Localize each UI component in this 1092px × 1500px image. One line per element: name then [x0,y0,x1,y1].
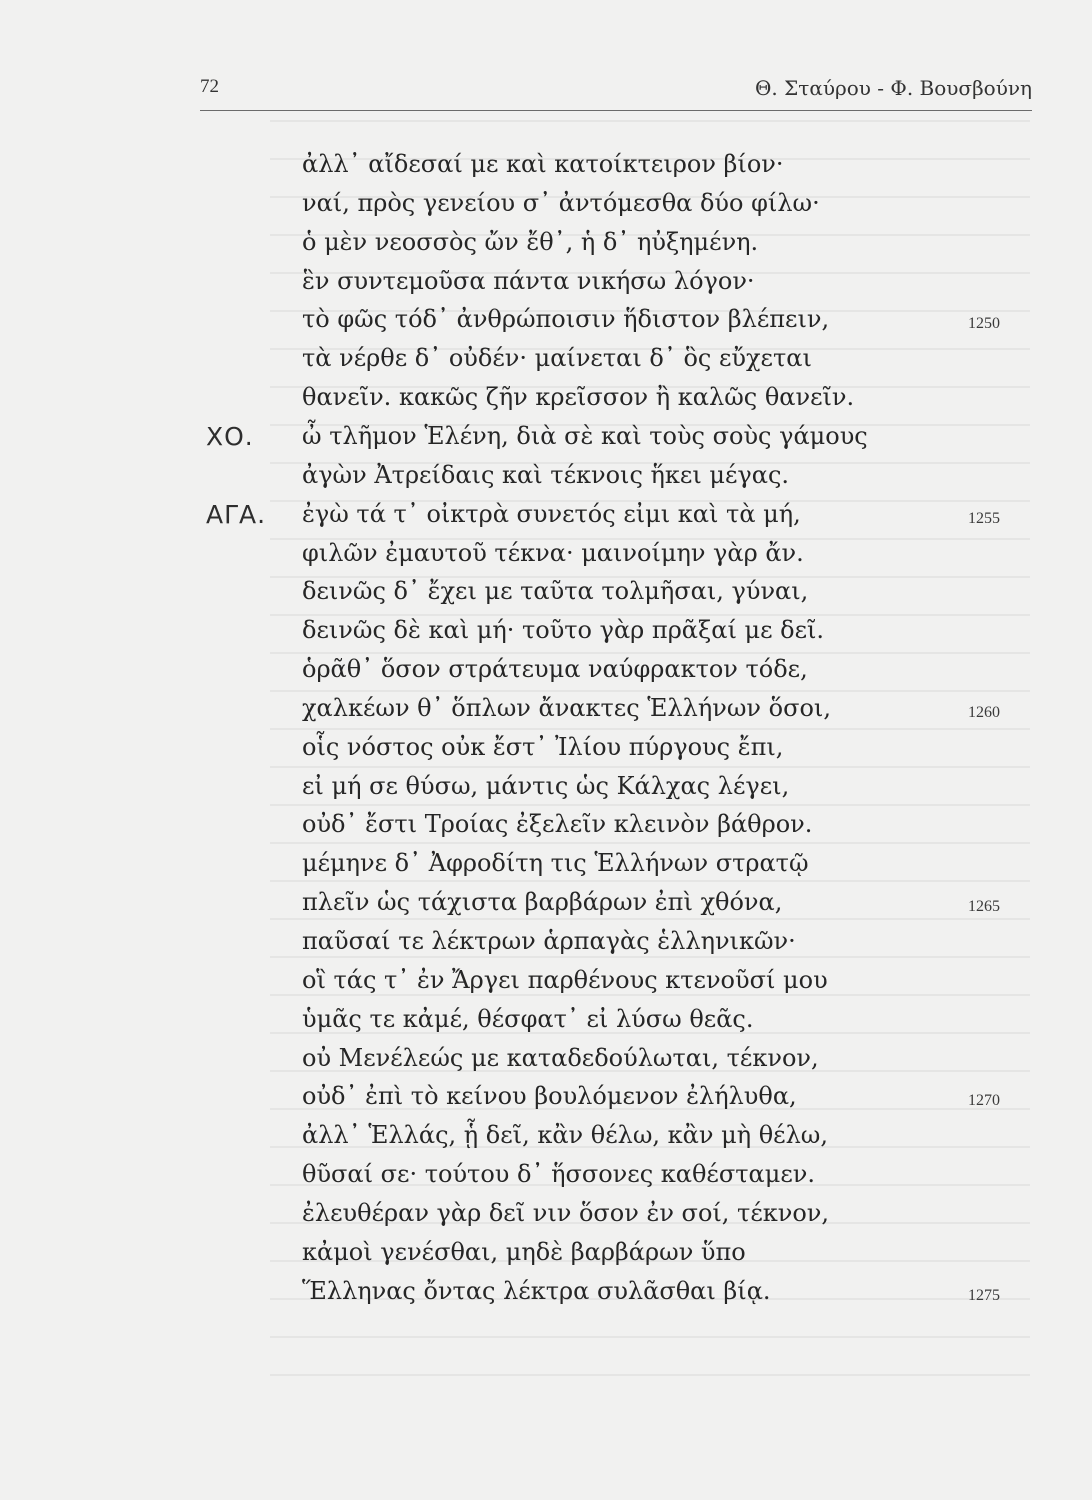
verse-line [0,189,1092,227]
verse-text: θῦσαί σε· τούτου δ᾽ ἥσσονες καθέσταμεν. [302,1160,815,1189]
verse-line [0,577,1092,615]
line-number: 1275 [968,1286,1000,1304]
verse-text: Ἕλληνας ὄντας λέκτρα συλᾶσθαι βίᾳ. [302,1276,771,1305]
verse-line [0,1199,1092,1237]
verse-text: ὁρᾶθ᾽ ὅσον στράτευμα ναύφρακτον τόδε, [302,655,808,684]
verse-text: ἓν συντεμοῦσα πάντα νικήσω λόγον· [302,266,755,295]
speaker-label: ΧΟ. [206,421,254,451]
verse-line [0,1160,1092,1198]
verse-line [0,344,1092,382]
verse-line [0,461,1092,499]
verse-text: θανεῖν. κακῶς ζῆν κρεῖσσον ἢ καλῶς θανεῖν. [302,383,855,412]
verse-text: ὦ τλῆμον Ἑλένη, διὰ σὲ καὶ τοὺς σοὺς γάμους [302,421,868,450]
verse-line [0,500,1092,538]
verse-line [0,966,1092,1004]
running-head: Θ. Σταύρου - Φ. Βουσβούνη [755,76,1032,100]
verse-text: ὑμᾶς τε κἀμέ, θέσφατ᾽ εἰ λύσω θεᾶς. [302,1004,754,1033]
verse-text: παῦσαί τε λέκτρων ἁρπαγὰς ἑλληνικῶν· [302,927,796,955]
verse-line [0,694,1092,732]
page-number: 72 [200,76,219,97]
verse-line [0,733,1092,771]
verse-text: χαλκέων θ᾽ ὅπλων ἄνακτες Ἑλλήνων ὅσοι, [302,693,831,722]
verse-text: οἷς νόστος οὐκ ἔστ᾽ Ἰλίου πύργους ἔπι, [302,732,784,761]
verse-line [0,267,1092,305]
verse-text: τὰ νέρθε δ᾽ οὐδέν· μαίνεται δ᾽ ὃς εὔχεται [302,344,812,373]
verse-line [0,927,1092,965]
verse-line [0,772,1092,810]
verse-line [0,1277,1092,1315]
verse-text: τὸ φῶς τόδ᾽ ἀνθρώποισιν ἥδιστον βλέπειν, [302,305,830,334]
speaker-label: ΑΓΑ. [206,499,267,529]
verse-text: οὐ Μενέλεώς με καταδεδούλωται, τέκνον, [302,1043,819,1072]
line-number: 1270 [968,1092,1000,1110]
verse-line [0,305,1092,343]
verse-text: δεινῶς δ᾽ ἔχει με ταῦτα τολμῆσαι, γύναι, [302,577,809,606]
line-number: 1250 [968,315,1000,333]
page-header [200,72,1032,111]
verse-text: ἐλευθέραν γὰρ δεῖ νιν ὅσον ἐν σοί, τέκνον, [302,1198,830,1227]
line-number: 1255 [968,509,1000,527]
line-number: 1260 [968,703,1000,721]
verse-text: ἀγὼν Ἀτρείδαις καὶ τέκνοις ἥκει μέγας. [302,460,790,489]
verse-text: εἰ μή σε θύσω, μάντις ὡς Κάλχας λέγει, [302,771,790,800]
verse-text: ἀλλ᾽ αἴδεσαί με καὶ κατοίκτειρον βίον· [302,150,784,178]
verse-line [0,422,1092,460]
verse-text: ἐγὼ τά τ᾽ οἰκτρὰ συνετός εἰμι καὶ τὰ μή, [302,499,801,528]
verse-text: πλεῖν ὡς τάχιστα βαρβάρων ἐπὶ χθόνα, [302,888,783,917]
verse-line [0,810,1092,848]
verse-text: φιλῶν ἐμαυτοῦ τέκνα· μαινοίμην γὰρ ἄν. [302,538,804,567]
verse-line [0,1082,1092,1120]
verse-text: ἀλλ᾽ Ἑλλάς, ᾗ δεῖ, κἂν θέλω, κἂν μὴ θέλω, [302,1121,829,1150]
verse-text: οὐδ᾽ ἔστι Τροίας ἐξελεῖν κλεινὸν βάθρον. [302,810,813,839]
verse-line [0,616,1092,654]
verse-line [0,383,1092,421]
verse-line [0,849,1092,887]
verse-text: οἳ τάς τ᾽ ἐν Ἄργει παρθένους κτενοῦσί μου [302,965,828,994]
verse-text: οὐδ᾽ ἐπὶ τὸ κείνου βουλόμενον ἐλήλυθα, [302,1082,797,1111]
line-number: 1265 [968,898,1000,916]
verse-line [0,888,1092,926]
verse-line [0,1044,1092,1082]
verse-line [0,1238,1092,1276]
verse-line [0,655,1092,693]
verse-text: κἀμοὶ γενέσθαι, μηδὲ βαρβάρων ὕπο [302,1237,746,1266]
verse-text: μέμηνε δ᾽ Ἀφροδίτη τις Ἑλλήνων στρατῷ [302,849,809,878]
verse-line [0,1005,1092,1043]
verse-text: ναί, πρὸς γενείου σ᾽ ἀντόμεσθα δύο φίλω· [302,188,820,217]
verse-line [0,539,1092,577]
verse-line [0,1121,1092,1159]
verse-line [0,150,1092,188]
verse-line [0,228,1092,266]
verse-text: δεινῶς δὲ καὶ μή· τοῦτο γὰρ πρᾶξαί με δεῖ. [302,616,825,645]
verse-text: ὁ μὲν νεοσσὸς ὤν ἔθ᾽, ἡ δ᾽ ηὐξημένη. [302,227,759,256]
